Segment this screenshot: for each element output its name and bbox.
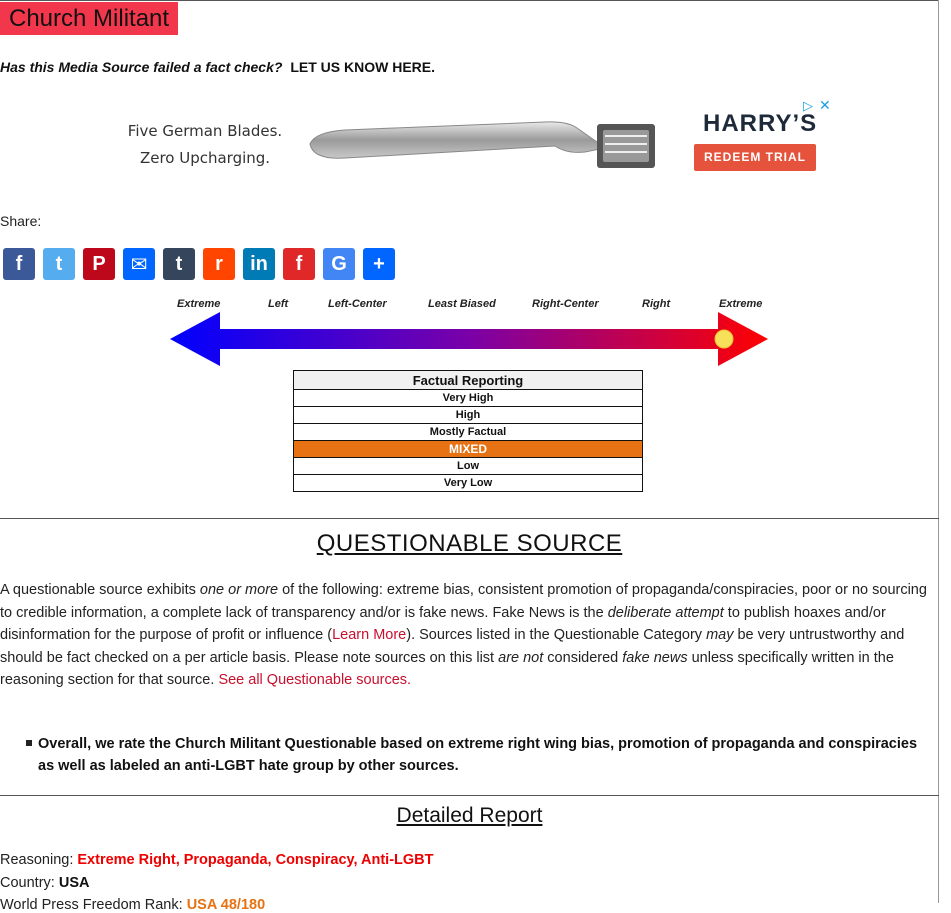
bias-label-3: Least Biased [428,298,496,310]
redeem-trial-button[interactable]: REDEEM TRIAL [694,144,816,171]
bias-label-2: Left-Center [328,298,387,310]
desc-text-4: ). Sources listed in the Questionable Category [406,627,707,643]
country-label: Country: [0,875,59,891]
linkedin-icon: in [250,252,268,275]
pinterest-icon: P [92,252,106,275]
ad-line-1: Five German Blades. [127,122,283,140]
facebook-icon: f [15,252,23,275]
reddit-icon: r [215,252,223,275]
share-reddit-button[interactable] [203,248,235,280]
bullet-marker [26,740,32,746]
reasoning-label: Reasoning: [0,852,78,868]
share-more-button[interactable] [363,248,395,280]
questionable-description [0,579,936,692]
right-border [938,0,939,903]
desc-em-6: fake news [622,649,688,666]
plus-icon: + [373,252,385,275]
fact-check-prompt [0,59,435,75]
factual-level-high: High [294,407,643,424]
desc-text-3: to publish hoaxes and/or disinformation for the purpose of profit or influence ( [0,604,886,643]
factual-level-very-high: Very High [294,390,643,407]
close-icon[interactable]: ✕ [819,97,831,113]
flipboard-icon: f [295,252,303,275]
desc-em-2: deliberate attempt [607,604,724,621]
ad-choices-icon[interactable]: ▷ [803,98,813,113]
factual-level-mostly-factual: Mostly Factual [294,424,643,441]
share-pinterest-button[interactable] [83,248,115,280]
tumblr-icon: t [175,252,183,275]
advertisement[interactable] [120,96,835,180]
share-facebook-button[interactable] [3,248,35,280]
page-title: Church Militant [0,2,178,35]
email-icon: ✉ [130,253,148,276]
reasoning-line [0,852,434,868]
desc-text-1: A questionable source exhibits [0,582,200,598]
share-label: Share: [0,213,42,229]
factual-level-very-low: Very Low [294,475,643,492]
bias-label-6: Extreme [719,298,763,310]
desc-em-4: may [706,627,734,643]
press-freedom-label: World Press Freedom Rank: [0,897,187,913]
overall-rating: Overall, we rate the Church Militant Questionable based on extreme right wing bias, promotion of propaganda and conspiracies as well as labeled an anti-LGBT hate group by other sources. [38,736,918,774]
ad-brand: HARRY’S [703,110,818,137]
share-twitter-button[interactable] [43,248,75,280]
country-value: USA [58,875,90,891]
razor-image [305,106,665,170]
report-fact-check-link[interactable]: LET US KNOW HERE. [290,59,435,75]
see-all-questionable-link[interactable]: See all Questionable sources. [218,672,412,688]
twitter-icon: t [55,252,63,275]
desc-text-2: of the following: extreme bias, consistent promotion of propaganda/conspiracies, poor or no sourcing to credible information, a complete lack of transparency and/or is fake news. Fake News is the [0,582,927,621]
press-freedom-line [0,897,265,913]
fact-check-question: Has this Media Source failed a fact check? [0,59,283,75]
share-email-button[interactable] [123,248,155,280]
bias-label-5: Right [642,298,671,310]
factual-header: Factual Reporting [294,371,643,390]
share-linkedin-button[interactable] [243,248,275,280]
desc-text-7: unless specifically written in the reasoning section for that source. [0,649,894,688]
factual-reporting-table [293,370,643,492]
factual-level-low: Low [294,458,643,475]
desc-text-5: be very untrustworthy and should be fact checked on a per article basis. Please note sources on this list [0,627,905,666]
country-line [0,875,89,891]
reasoning-value: Extreme Right, Propaganda, Conspiracy, Anti-LGBT [77,852,434,868]
bias-label-1: Left [268,298,289,310]
bias-scale-arrow [170,310,770,368]
bias-rating-marker [715,330,733,348]
press-freedom-value[interactable]: USA 48/180 [186,897,266,913]
share-flipboard-button[interactable] [283,248,315,280]
desc-em-1: one or more [199,582,279,598]
questionable-heading: QUESTIONABLE SOURCE [316,530,623,557]
section-divider [0,795,939,796]
detailed-report-heading: Detailed Report [396,804,543,827]
factual-level-mixed: MIXED [294,441,643,458]
learn-more-link[interactable]: Learn More [332,627,407,643]
section-divider [0,518,939,519]
top-divider [0,0,939,1]
ad-tagline [120,118,290,172]
desc-text-6: considered [543,649,623,666]
share-tumblr-button[interactable] [163,248,195,280]
bias-label-0: Extreme [177,298,221,310]
ad-line-2: Zero Upcharging. [139,149,271,167]
social-share-bar [3,248,395,280]
share-google-button[interactable] [323,248,355,280]
bias-label-4: Right-Center [532,298,599,310]
google-icon: G [331,252,347,275]
desc-em-5: are not [498,649,544,666]
